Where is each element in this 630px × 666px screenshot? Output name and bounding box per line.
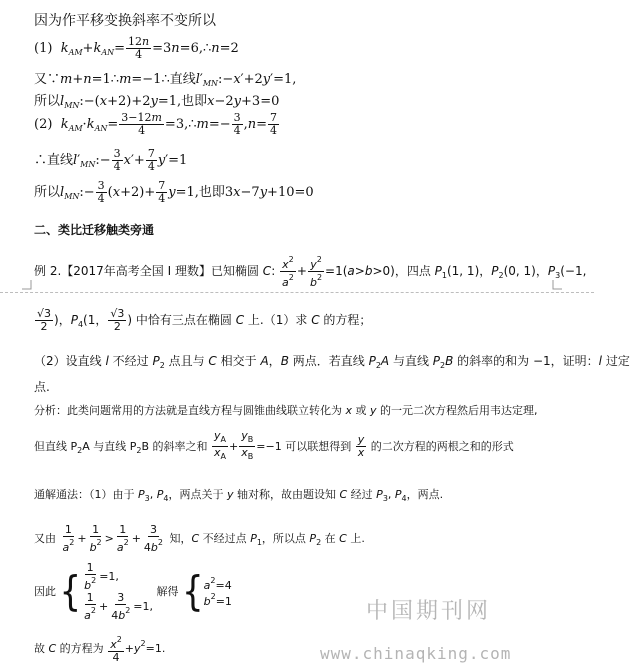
line-11: [34, 352, 630, 370]
line-5: [34, 112, 280, 137]
heading-text: 二、类比迁移触类旁通: [34, 223, 155, 237]
watermark-cn: 中国期刊网: [366, 599, 492, 624]
line-15: [34, 486, 443, 503]
line-4: [34, 90, 279, 110]
text-line-1: 因为作平移变换斜率不变所以: [34, 13, 216, 29]
watermark-url: www.chinaqking.com: [320, 644, 512, 663]
line-15-math: 通解通法：（1）由于 $P_3$, $P_4$，两点关于 y 轴对称，故由题设知 C 经过 $P_3$, $P_4$，两点.: [34, 488, 444, 503]
line-7: [34, 180, 314, 205]
line-1: [34, 10, 216, 30]
line-11-math: （2）设直线 l 不经过 $P_2$ 点且与 C 相交于 A，B 两点．若直线 $P_2A$ 与直线 $P_2B$ 的斜率的和为 −1，证明：l 过定: [34, 354, 630, 370]
page-corner-mark-right: [552, 280, 562, 290]
line-16: [34, 524, 365, 554]
line-14: [34, 430, 514, 463]
line-3-math: 又∵m+n=1∴m=−1∴直线$l'_{MN}:-x'+2y'=1$,: [34, 72, 297, 88]
line-18: [34, 634, 165, 664]
line-17: [34, 562, 232, 622]
line-6: [34, 148, 187, 173]
page-corner-mark-left: [22, 280, 32, 290]
line-13-math: 分析：此类问题常用的方法就是直线方程与圆锥曲线联立转化为 x 或 y 的一元二次方程然后用韦达定理,: [34, 404, 538, 417]
text-line-12: 点.: [34, 380, 50, 394]
line-2-math: (1) $k_{AM}+k_{AN}=$ $\frac{12n}{4}$ =3n=6,∴n=2: [34, 35, 239, 61]
line-13: [34, 402, 538, 418]
line-3: [34, 68, 296, 88]
line-7-math: 所以$l_{MN}:-$ $\frac{3}{4}$ (x+2)+ $\frac{7}{4}$ y=1,也即3x−7y+10=0: [34, 179, 314, 205]
line-17-math: 因此 { $\frac{1}{b^2}$ =1, $\frac{1}{a^2}$ + $\frac{3}{4b^2}$ =1, 解得 { $a^2=4$ $b^2=1$: [34, 561, 232, 622]
line-18-math: 故 C 的方程为 $\frac{x^2}{4}$ $+y^2=1$.: [34, 635, 166, 664]
line-10-math: $\frac{√3}{2}$ )，$P_4(1$， $\frac{√3}{2}$ ) 中恰有三点在椭圆 C 上.（1）求 C 的方程；: [37, 307, 372, 333]
line-6-math: ∴直线$l'_{MN}:-$ $\frac{3}{4}$ x′+ $\frac{7}{4}$ y′=1: [34, 147, 188, 173]
line-2: [34, 36, 239, 61]
line-16-math: 又由 $\frac{1}{a^2}$ + $\frac{1}{b^2}$ > $\frac{1}{a^2}$ + $\frac{3}{4b^2}$ 知，C 不经过点 $P_1$，所以点 $P_2$ 在 C 上.: [34, 523, 365, 554]
line-9-math: 例 2.【2017年高考全国 I 理数】已知椭圆 C: $\frac{x^2}{a^2}$ + $\frac{y^2}{b^2}$ =1(a>b>0)，四点 $P_1(1$, 1)，$P_2(0$, 1)，$P_3(-1$,: [34, 255, 587, 289]
section-heading: [34, 221, 154, 238]
line-14-math: 但直线 $P_2A$ 与直线 $P_2B$ 的斜率之和 $\frac{y_A}{x_A}$ + $\frac{y_B}{x_B}$ =−1 可以联想得到 $\frac{y}{x}$ 的二次方程的两根之和的形式: [34, 429, 514, 461]
line-12: [34, 378, 50, 395]
line-4-math: 所以$l_{MN}:-(x+2)+2y=1$,也即x−2y+3=0: [34, 94, 280, 110]
page-break-divider: [0, 292, 594, 293]
line-5-math: (2) $k_{AM}\cdot k_{AN}=$ $\frac{3-12m}{4}$ =3,∴m=− $\frac{3}{4}$ ,n= $\frac{7}{4}$: [34, 111, 278, 137]
line-9: [34, 254, 586, 289]
line-10: [34, 308, 371, 333]
